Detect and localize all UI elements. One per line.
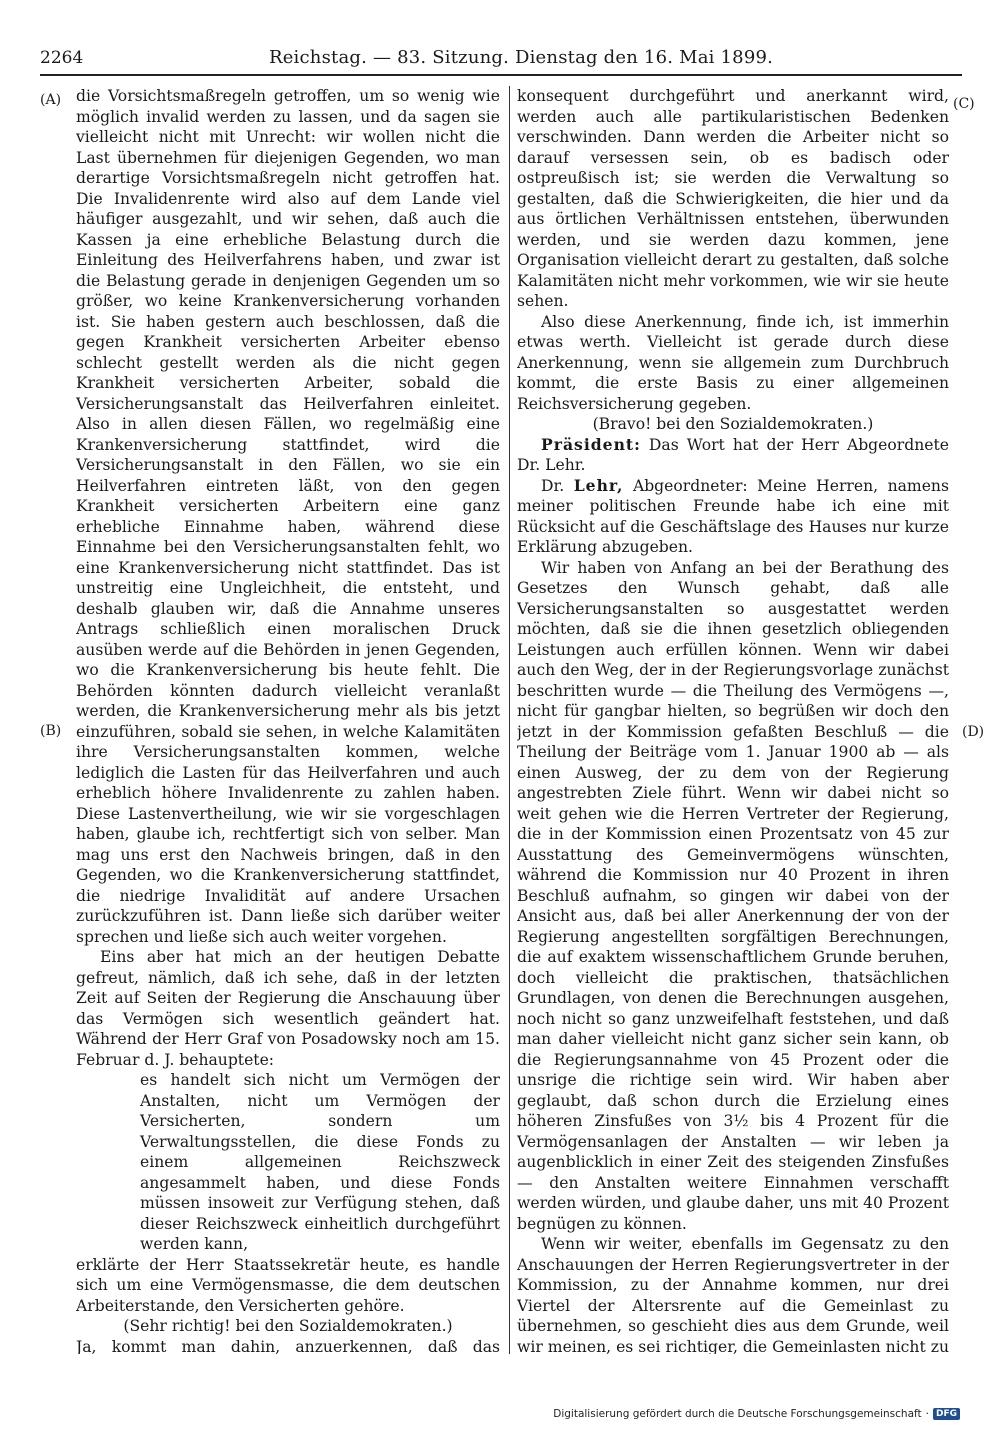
right-column <box>517 86 949 1354</box>
speaker-prefix: Dr. <box>541 476 565 495</box>
interjection: (Sehr richtig! bei den Sozialdemokraten.) <box>123 1317 453 1335</box>
paragraph: erklärte der Herr Staatssekretär heute, es handle sich um eine Vermögensmasse, die dem deutschen Arbeiterstande, den Versicherten gehöre. <box>76 1255 500 1315</box>
speaker-name: Lehr, <box>573 475 624 495</box>
digitization-footer <box>553 1408 960 1420</box>
left-column <box>76 86 500 1354</box>
speaker-text: Abgeordneter: Meine Herren, namens meiner politischen Freunde habe ich eine mit Rücksicht auf die Geschäftslage des Hauses nur kurze Erklärung abzugeben. <box>517 476 949 556</box>
paragraph: Wir haben von Anfang an bei der Berathung des Gesetzes den Wunsch gehabt, daß alle Versicherungsanstalten so ausgestattet werden möchten, daß sie die ihnen gesetzlich obliegenden Leistungen auch erfüllen können. Wenn wir dabei auch den Weg, der in der Regierungsvorlage zunächst beschritten wurde — die Theilung des Vermögens —, nicht für gangbar hielten, so begrüßen wir doch den jetzt in der Kommission gefaßten Beschluß — die Theilung der Beiträge vom 1. Januar 1900 ab — als einen Ausweg, der zu dem von der Regierung angestrebten Ziele führt. Wenn wir dabei nicht so weit gehen wie die Herren Vertreter der Regierung, die in der Kommission einen Prozentsatz von 45 zur Ausstattung des Gemeinvermögens wünschten, während die Kommission nur 40 Prozent in ihren Beschluß aufnahm, so gingen wir dabei von der Ansicht aus, daß bei aller Anerkennung der von der Regierung angestellten sorgfältigen Berechnungen, die auf exaktem wissenschaftlichem Grunde beruhen, doch vielleicht die praktischen, thatsächlichen Grundlagen, von denen die Berechnungen ausgehen, noch nicht so ganz unzweifelhaft feststehen, und daß man daher vielleicht nicht ganz sicher sein kann, ob die Regierungsannahme von 45 Prozent oder die unsrige die richtige sein wird. Wir haben aber geglaubt, daß schon durch die Erzielung eines höheren Zinsfußes von 3½ bis 4 Prozent für die Vermögensanlagen der Anstalten — wir leben ja augenblicklich in einer Zeit des steigenden Zinsfußes — den Anstalten weitere Einnahmen verschafft werden würden, und glaube daher, uns mit 40 Prozent begnügen zu können. <box>517 558 949 1233</box>
president-label: Präsident: <box>541 434 641 454</box>
running-head: Reichstag. — 83. Sitzung. Dienstag den 16. Mai 1899. <box>268 47 774 68</box>
president-paragraph <box>517 435 949 476</box>
paragraph: Ja, kommt man dahin, anzuerkennen, daß das <box>76 1337 500 1354</box>
column-divider <box>509 86 510 1354</box>
dfg-logo: DFG <box>933 1408 960 1420</box>
paragraph: Also diese Anerkennung, finde ich, ist immerhin etwas werth. Vielleicht ist gerade durch diese Anerkennung, wenn sie allgemein zum Durchbruch kommt, die erste Basis zu einer allgemeinen Reichsversicherung gegeben. <box>517 312 949 413</box>
margin-marker-b: (B) <box>40 723 62 739</box>
footer-text: Digitalisierung gefördert durch die Deutsche Forschungsgemeinschaft <box>553 1408 922 1420</box>
margin-marker-a: (A) <box>40 92 62 108</box>
president-text: Das Wort hat der Herr Abgeordnete Dr. Lehr. <box>517 435 949 474</box>
paragraph: die Vorsichtsmaßregeln getroffen, um so wenig wie möglich invalid werden zu lassen, und da sagen sie vielleicht nicht mit Unrecht: wir wollen nicht die Last übernehmen für diejenigen Gegenden, wo man derartige Vorsichtsmaßregeln nicht getroffen hat. Die Invalidenrente wird also auf dem Lande viel häufiger ausgezahlt, und wir sehen, daß auch die Kassen ja eine erhebliche Belastung durch die Einleitung des Heilverfahrens haben, und zwar ist die Belastung gerade in denjenigen Gegenden um so größer, wo keine Krankenversicherung vorhanden ist. Sie haben gestern auch beschlossen, daß die gegen Krankheit versicherten Arbeiter ebenso schlecht gestellt werden als die nicht gegen Krankheit versicherten Arbeiter, sobald die Versicherungsanstalt das Heilverfahren einleitet. Also in allen diesen Fällen, wo regelmäßig eine Krankenversicherung stattfindet, wird die Versicherungsanstalt in den Fällen, wo sie ein Heilverfahren eintreten läßt, von den gegen Krankheit versicherten Arbeitern eine ganz erhebliche Einnahme haben, während diese Einnahme bei den Versicherungsanstalten fehlt, wo eine Krankenversicherung nicht stattfindet. Das ist unstreitig eine Ungleichheit, die entsteht, und deshalb glauben wir, daß die Annahme unseres Antrags schließlich einen moralischen Druck ausüben werde auf die Behörden in jenen Gegenden, wo die Krankenversicherung bis heute fehlt. Die Behörden könnten dadurch vielleicht veranlaßt werden, die Krankenversicherung mehr als bis jetzt einzuführen, sobald sie sehen, in welche Kalamitäten ihre Versicherungsanstalten kommen, welche lediglich die Lasten für das Heilverfahren und auch erheblich höhere Invalidenrente zu zahlen haben. Diese Lastenvertheilung, wie wir sie vorgeschlagen haben, glaube ich, rechtfertigt sich von selber. Man mag uns erst den Nachweis bringen, daß in den Gegenden, wo die Krankenversicherung stattfindet, die niedrige Invalidität auf andere Ursachen zurückzuführen ist. Dann ließe sich darüber weiter sprechen und ließe sich auch weiter vorgehen. <box>76 87 500 946</box>
interjection: (Bravo! bei den Sozialdemokraten.) <box>592 415 874 433</box>
paragraph: Wenn wir weiter, ebenfalls im Gegensatz zu den Anschauungen der Herren Regierungsvertreter in der Kommission, zu der Annahme kommen, nur drei Viertel der Altersrente auf die Gemeinlast zu übernehmen, so geschieht dies aus dem Grunde, weil wir meinen, es sei richtiger, die Gemeinlasten nicht zu <box>517 1235 949 1354</box>
header-rule <box>40 74 962 76</box>
block-quote: es handelt sich nicht um Vermögen der Anstalten, nicht um Vermögen der Versicherten, sondern um Verwaltungsstellen, die diese Fonds zu einem allgemeinen Reichszweck angesammelt haben, und diese Fonds müssen insoweit zur Verfügung stehen, daß dieser Reichszweck einheitlich durchgeführt werden kann, <box>140 1071 500 1253</box>
paragraph: konsequent durchgeführt und anerkannt wird, werden auch alle partikularistischen Bedenken verschwinden. Dann werden die Arbeiter nicht so darauf versessen sein, ob es badisch oder ostpreußisch ist; sie werden die Verwaltung so gestalten, daß die Schwierigkeiten, die hier und da aus örtlichen Verhältnissen entstehen, überwunden werden, und sie werden dazu kommen, jene Organisation vielleicht derart zu gestalten, daß solche Kalamitäten nicht mehr vorkommen, wie wir sie heute sehen. <box>517 87 949 310</box>
page-header <box>40 42 962 72</box>
margin-marker-d: (D) <box>962 724 985 740</box>
paragraph: Eins aber hat mich an der heutigen Debatte gefreut, nämlich, daß ich sehe, daß in der letzten Zeit auf Seiten der Regierung die Anschauung über das Vermögen sich wesentlich geändert hat. Während der Herr Graf von Posadowsky noch am 15. Februar d. J. behauptete: <box>76 948 500 1069</box>
margin-marker-c: (C) <box>953 96 975 112</box>
separator-dot: · <box>925 1408 929 1420</box>
page-number: 2264 <box>40 48 84 68</box>
speaker-paragraph <box>517 476 949 558</box>
